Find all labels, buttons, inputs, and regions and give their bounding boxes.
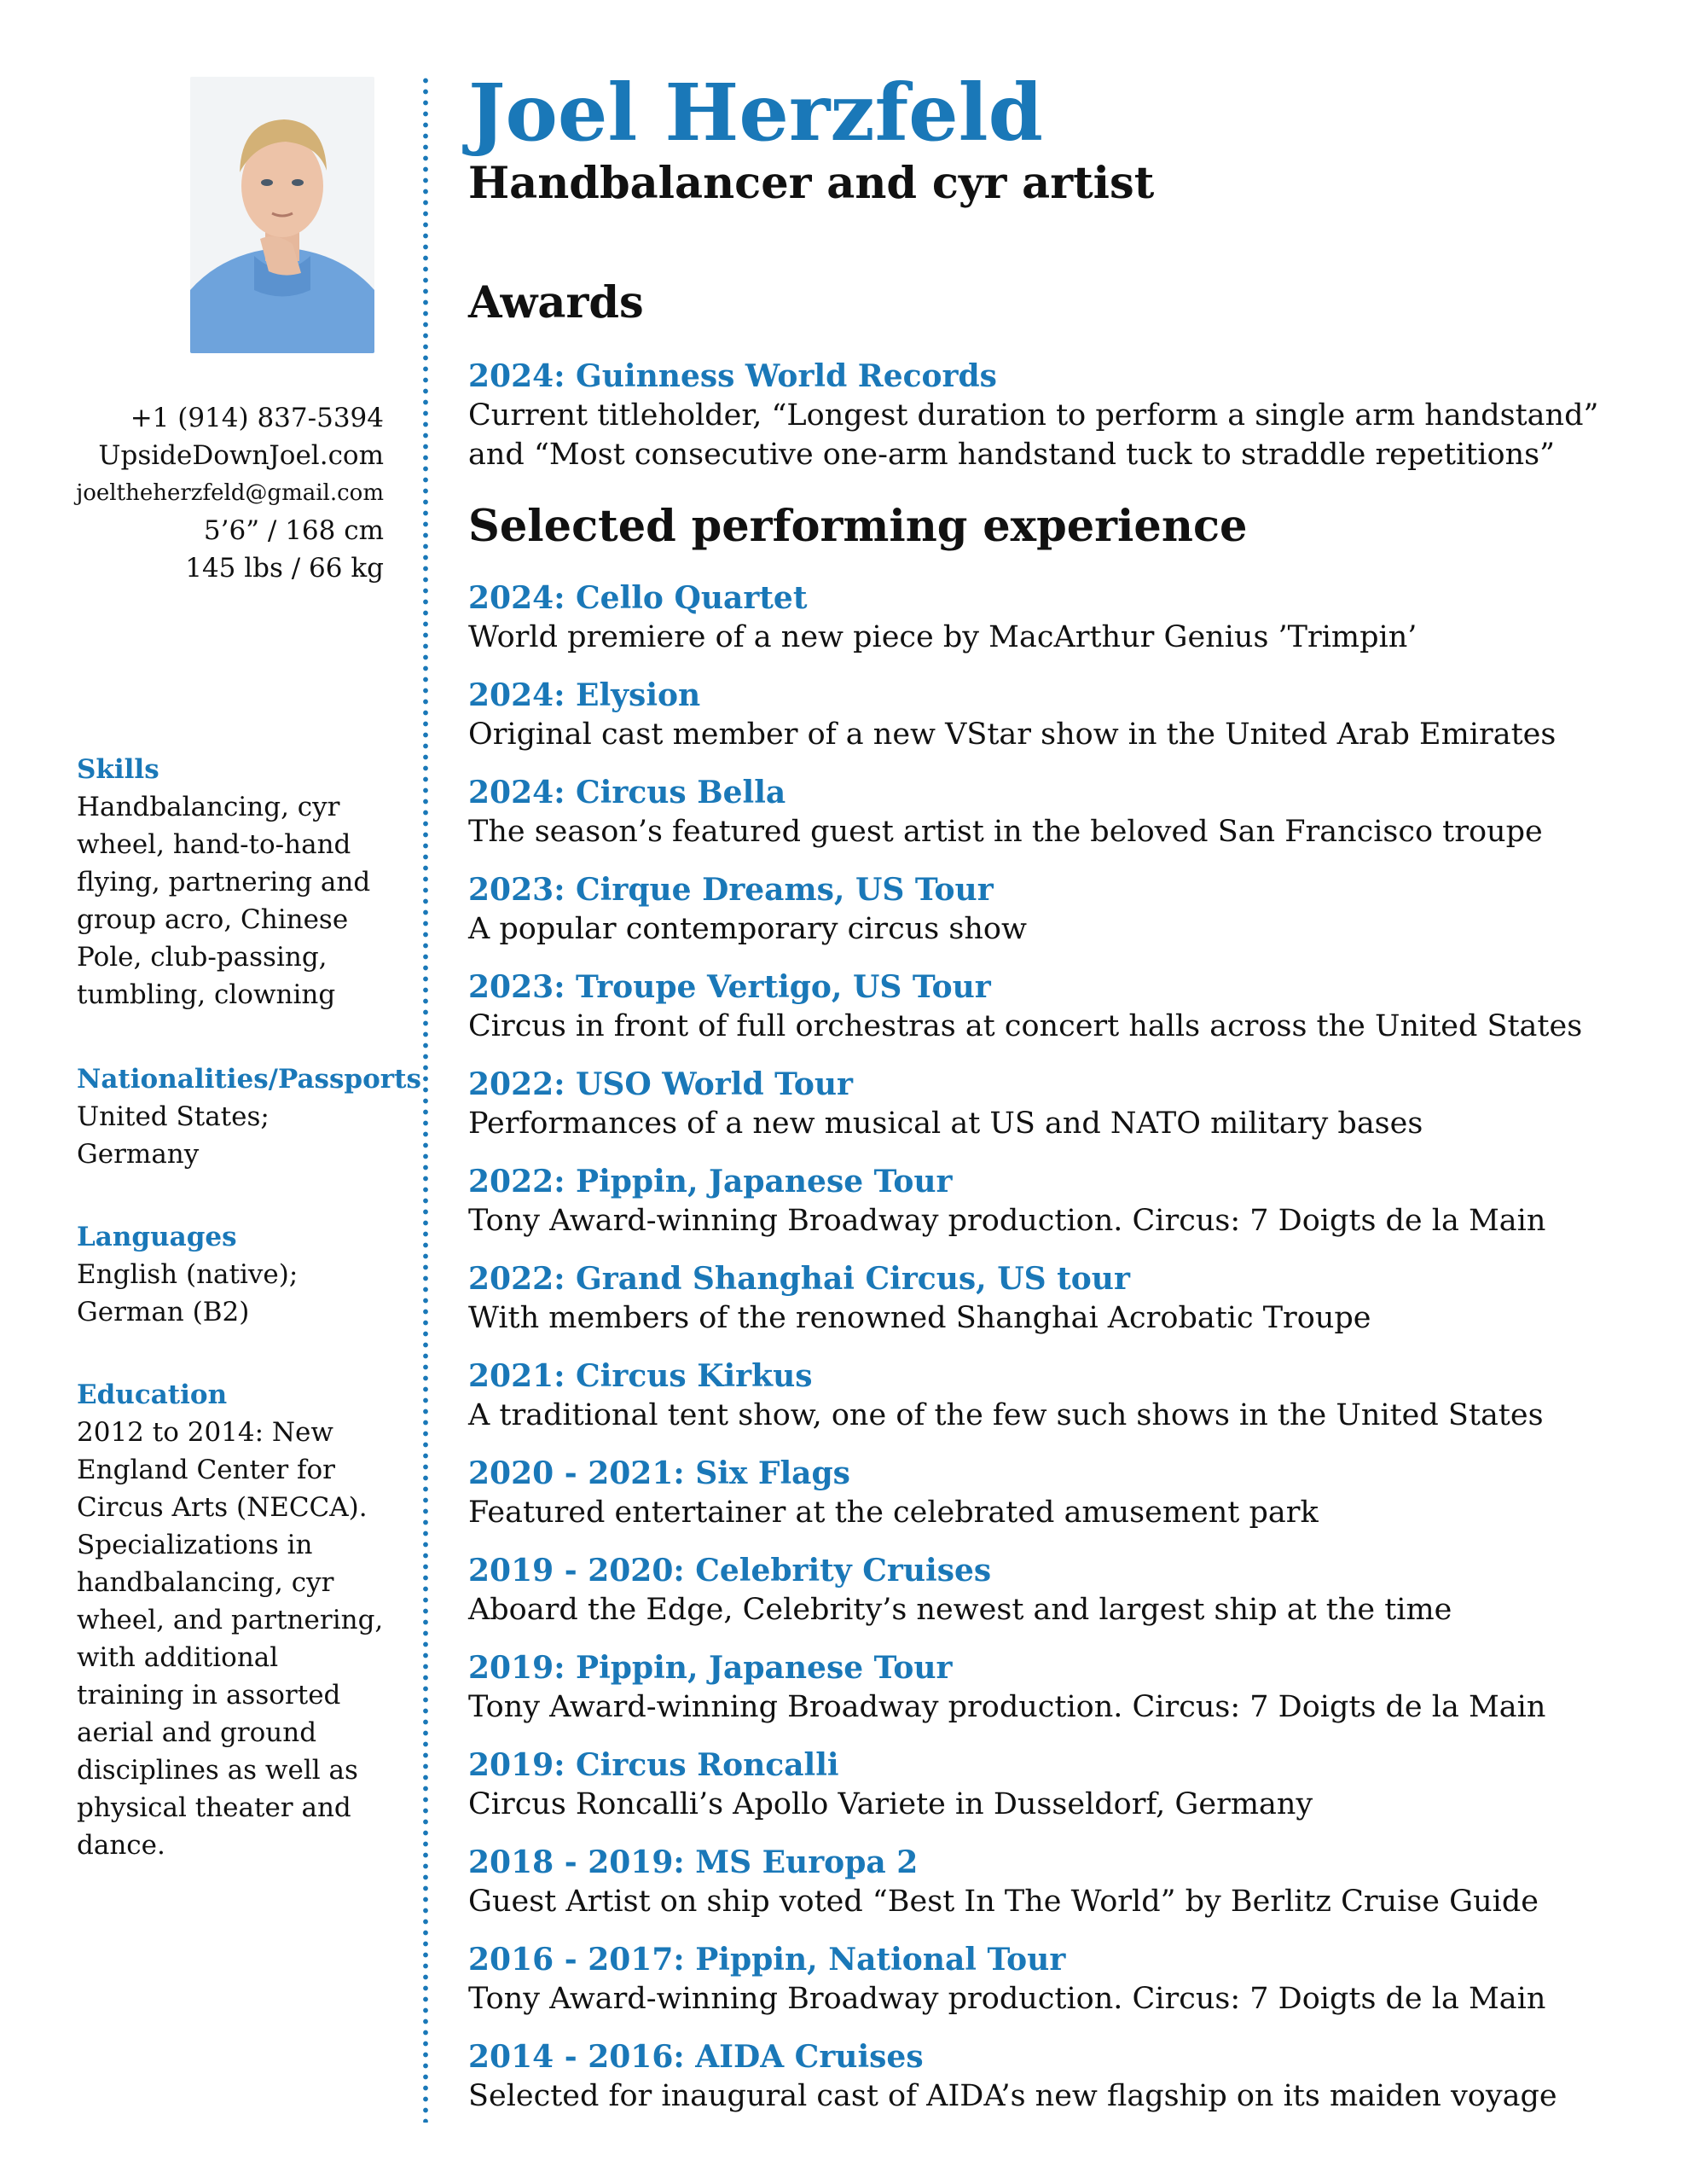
experience-title: 2016 - 2017: Pippin, National Tour xyxy=(468,1942,1066,1978)
nationalities-line: United States; xyxy=(77,1101,270,1132)
education-section xyxy=(77,1376,401,1864)
sidebar xyxy=(0,0,421,2184)
skills-section xyxy=(77,751,401,1014)
experience-title: 2022: Pippin, Japanese Tour xyxy=(468,1164,953,1199)
award-description-line: and “Most consecutive one-arm handstand tuck to straddle repetitions” xyxy=(468,438,1555,472)
experience-description: Aboard the Edge, Celebrity’s newest and largest ship at the time xyxy=(468,1593,1452,1627)
website-link[interactable]: UpsideDownJoel.com xyxy=(98,440,384,471)
experience-description: Featured entertainer at the celebrated amusement park xyxy=(468,1496,1319,1530)
experience-description: Performances of a new musical at US and NATO military bases xyxy=(468,1107,1423,1141)
experience-entry xyxy=(468,1940,1662,2037)
experience-title: 2019: Pippin, Japanese Tour xyxy=(468,1650,953,1686)
experience-description: A traditional tent show, one of the few such shows in the United States xyxy=(468,1398,1544,1432)
education-line: training in assorted xyxy=(77,1680,341,1711)
experience-title: 2023: Cirque Dreams, US Tour xyxy=(468,872,994,908)
experience-title: 2018 - 2019: MS Europa 2 xyxy=(468,1844,919,1880)
experience-description: A popular contemporary circus show xyxy=(468,912,1027,946)
experience-entry xyxy=(468,967,1662,1065)
experience-description: Selected for inaugural cast of AIDA’s new flagship on its maiden voyage xyxy=(468,2079,1557,2113)
person-tagline: Handbalancer and cyr artist xyxy=(468,158,1155,209)
experience-title: 2024: Cello Quartet xyxy=(468,580,808,616)
experience-title: 2019 - 2020: Celebrity Cruises xyxy=(468,1553,992,1589)
experience-entry xyxy=(468,1551,1662,1648)
experience-title: 2022: USO World Tour xyxy=(468,1066,853,1102)
education-line: England Center for xyxy=(77,1455,335,1485)
experience-title: 2024: Elysion xyxy=(468,677,701,713)
languages-heading: Languages xyxy=(77,1222,237,1252)
experience-entry xyxy=(468,1065,1662,1162)
experience-heading: Selected performing experience xyxy=(468,501,1248,552)
experience-entry xyxy=(468,676,1662,773)
experience-entry xyxy=(468,773,1662,870)
education-line: with additional xyxy=(77,1642,279,1673)
languages-section xyxy=(77,1218,401,1331)
experience-entry xyxy=(468,1162,1662,1259)
experience-title: 2022: Grand Shanghai Circus, US tour xyxy=(468,1261,1130,1297)
languages-line: English (native); xyxy=(77,1259,299,1290)
education-line: dance. xyxy=(77,1830,165,1861)
experience-title: 2019: Circus Roncalli xyxy=(468,1747,839,1783)
email-link[interactable]: joeltheherzfeld@gmail.com xyxy=(76,480,384,506)
education-line: wheel, and partnering, xyxy=(77,1605,384,1635)
skills-line: Pole, club-passing, xyxy=(77,942,328,973)
height-stat: 5’6” / 168 cm xyxy=(203,515,384,546)
education-line: aerial and ground xyxy=(77,1717,317,1748)
experience-description: Tony Award-winning Broadway production. Circus: 7 Doigts de la Main xyxy=(468,1690,1546,1724)
skills-heading: Skills xyxy=(77,754,159,785)
education-line: disciplines as well as xyxy=(77,1755,358,1786)
nationalities-line: Germany xyxy=(77,1139,200,1170)
experience-description: Circus Roncalli’s Apollo Variete in Dusseldorf, Germany xyxy=(468,1787,1313,1821)
experience-title: 2024: Circus Bella xyxy=(468,775,786,810)
experience-entry xyxy=(468,2037,1662,2135)
award-description-line: Current titleholder, “Longest duration to perform a single arm handstand” xyxy=(468,398,1599,433)
education-heading: Education xyxy=(77,1380,228,1410)
experience-title: 2014 - 2016: AIDA Cruises xyxy=(468,2039,924,2075)
nationalities-section xyxy=(77,1060,421,1173)
dotted-divider xyxy=(423,75,428,2123)
education-line: Circus Arts (NECCA). xyxy=(77,1492,368,1523)
person-name: Joel Herzfeld xyxy=(468,67,1043,159)
experience-title: 2023: Troupe Vertigo, US Tour xyxy=(468,969,991,1005)
nationalities-heading: Nationalities/Passports xyxy=(77,1064,421,1095)
phone-number: +1 (914) 837-5394 xyxy=(130,403,384,433)
experience-description: With members of the renowned Shanghai Acrobatic Troupe xyxy=(468,1301,1371,1335)
awards-heading: Awards xyxy=(468,277,644,328)
experience-entry xyxy=(468,1356,1662,1454)
contact-info xyxy=(26,399,384,587)
experience-description: Circus in front of full orchestras at concert halls across the United States xyxy=(468,1009,1583,1043)
experience-title: 2021: Circus Kirkus xyxy=(468,1358,813,1394)
education-line: handbalancing, cyr xyxy=(77,1567,334,1598)
experience-description: Tony Award-winning Broadway production. Circus: 7 Doigts de la Main xyxy=(468,1982,1546,2016)
skills-line: flying, partnering and xyxy=(77,867,371,897)
experience-description: World premiere of a new piece by MacArthur Genius ’Trimpin’ xyxy=(468,620,1417,654)
skills-line: Handbalancing, cyr xyxy=(77,792,340,822)
experience-description: The season’s featured guest artist in the beloved San Francisco troupe xyxy=(468,815,1543,849)
profile-photo xyxy=(190,77,374,353)
experience-description: Original cast member of a new VStar show in the United Arab Emirates xyxy=(468,717,1557,752)
award-entry xyxy=(468,357,1662,472)
experience-entry xyxy=(468,1259,1662,1356)
award-title: 2024: Guinness World Records xyxy=(468,358,997,394)
experience-entry xyxy=(468,1648,1662,1745)
experience-entry xyxy=(468,870,1662,967)
experience-description: Tony Award-winning Broadway production. Circus: 7 Doigts de la Main xyxy=(468,1204,1546,1238)
experience-entry xyxy=(468,1843,1662,1940)
education-line: physical theater and xyxy=(77,1792,351,1823)
weight-stat: 145 lbs / 66 kg xyxy=(185,553,384,584)
experience-entry xyxy=(468,1454,1662,1551)
experience-entry xyxy=(468,1745,1662,1843)
experience-title: 2020 - 2021: Six Flags xyxy=(468,1455,850,1491)
experience-entry xyxy=(468,578,1662,676)
skills-line: wheel, hand-to-hand xyxy=(77,829,351,860)
experience-description: Guest Artist on ship voted “Best In The World” by Berlitz Cruise Guide xyxy=(468,1885,1539,1919)
skills-line: group acro, Chinese xyxy=(77,904,349,935)
experience-list xyxy=(468,578,1662,2135)
awards-list xyxy=(468,357,1662,472)
skills-line: tumbling, clowning xyxy=(77,979,336,1010)
education-line: Specializations in xyxy=(77,1530,313,1560)
languages-line: German (B2) xyxy=(77,1297,250,1327)
education-line: 2012 to 2014: New xyxy=(77,1417,333,1448)
